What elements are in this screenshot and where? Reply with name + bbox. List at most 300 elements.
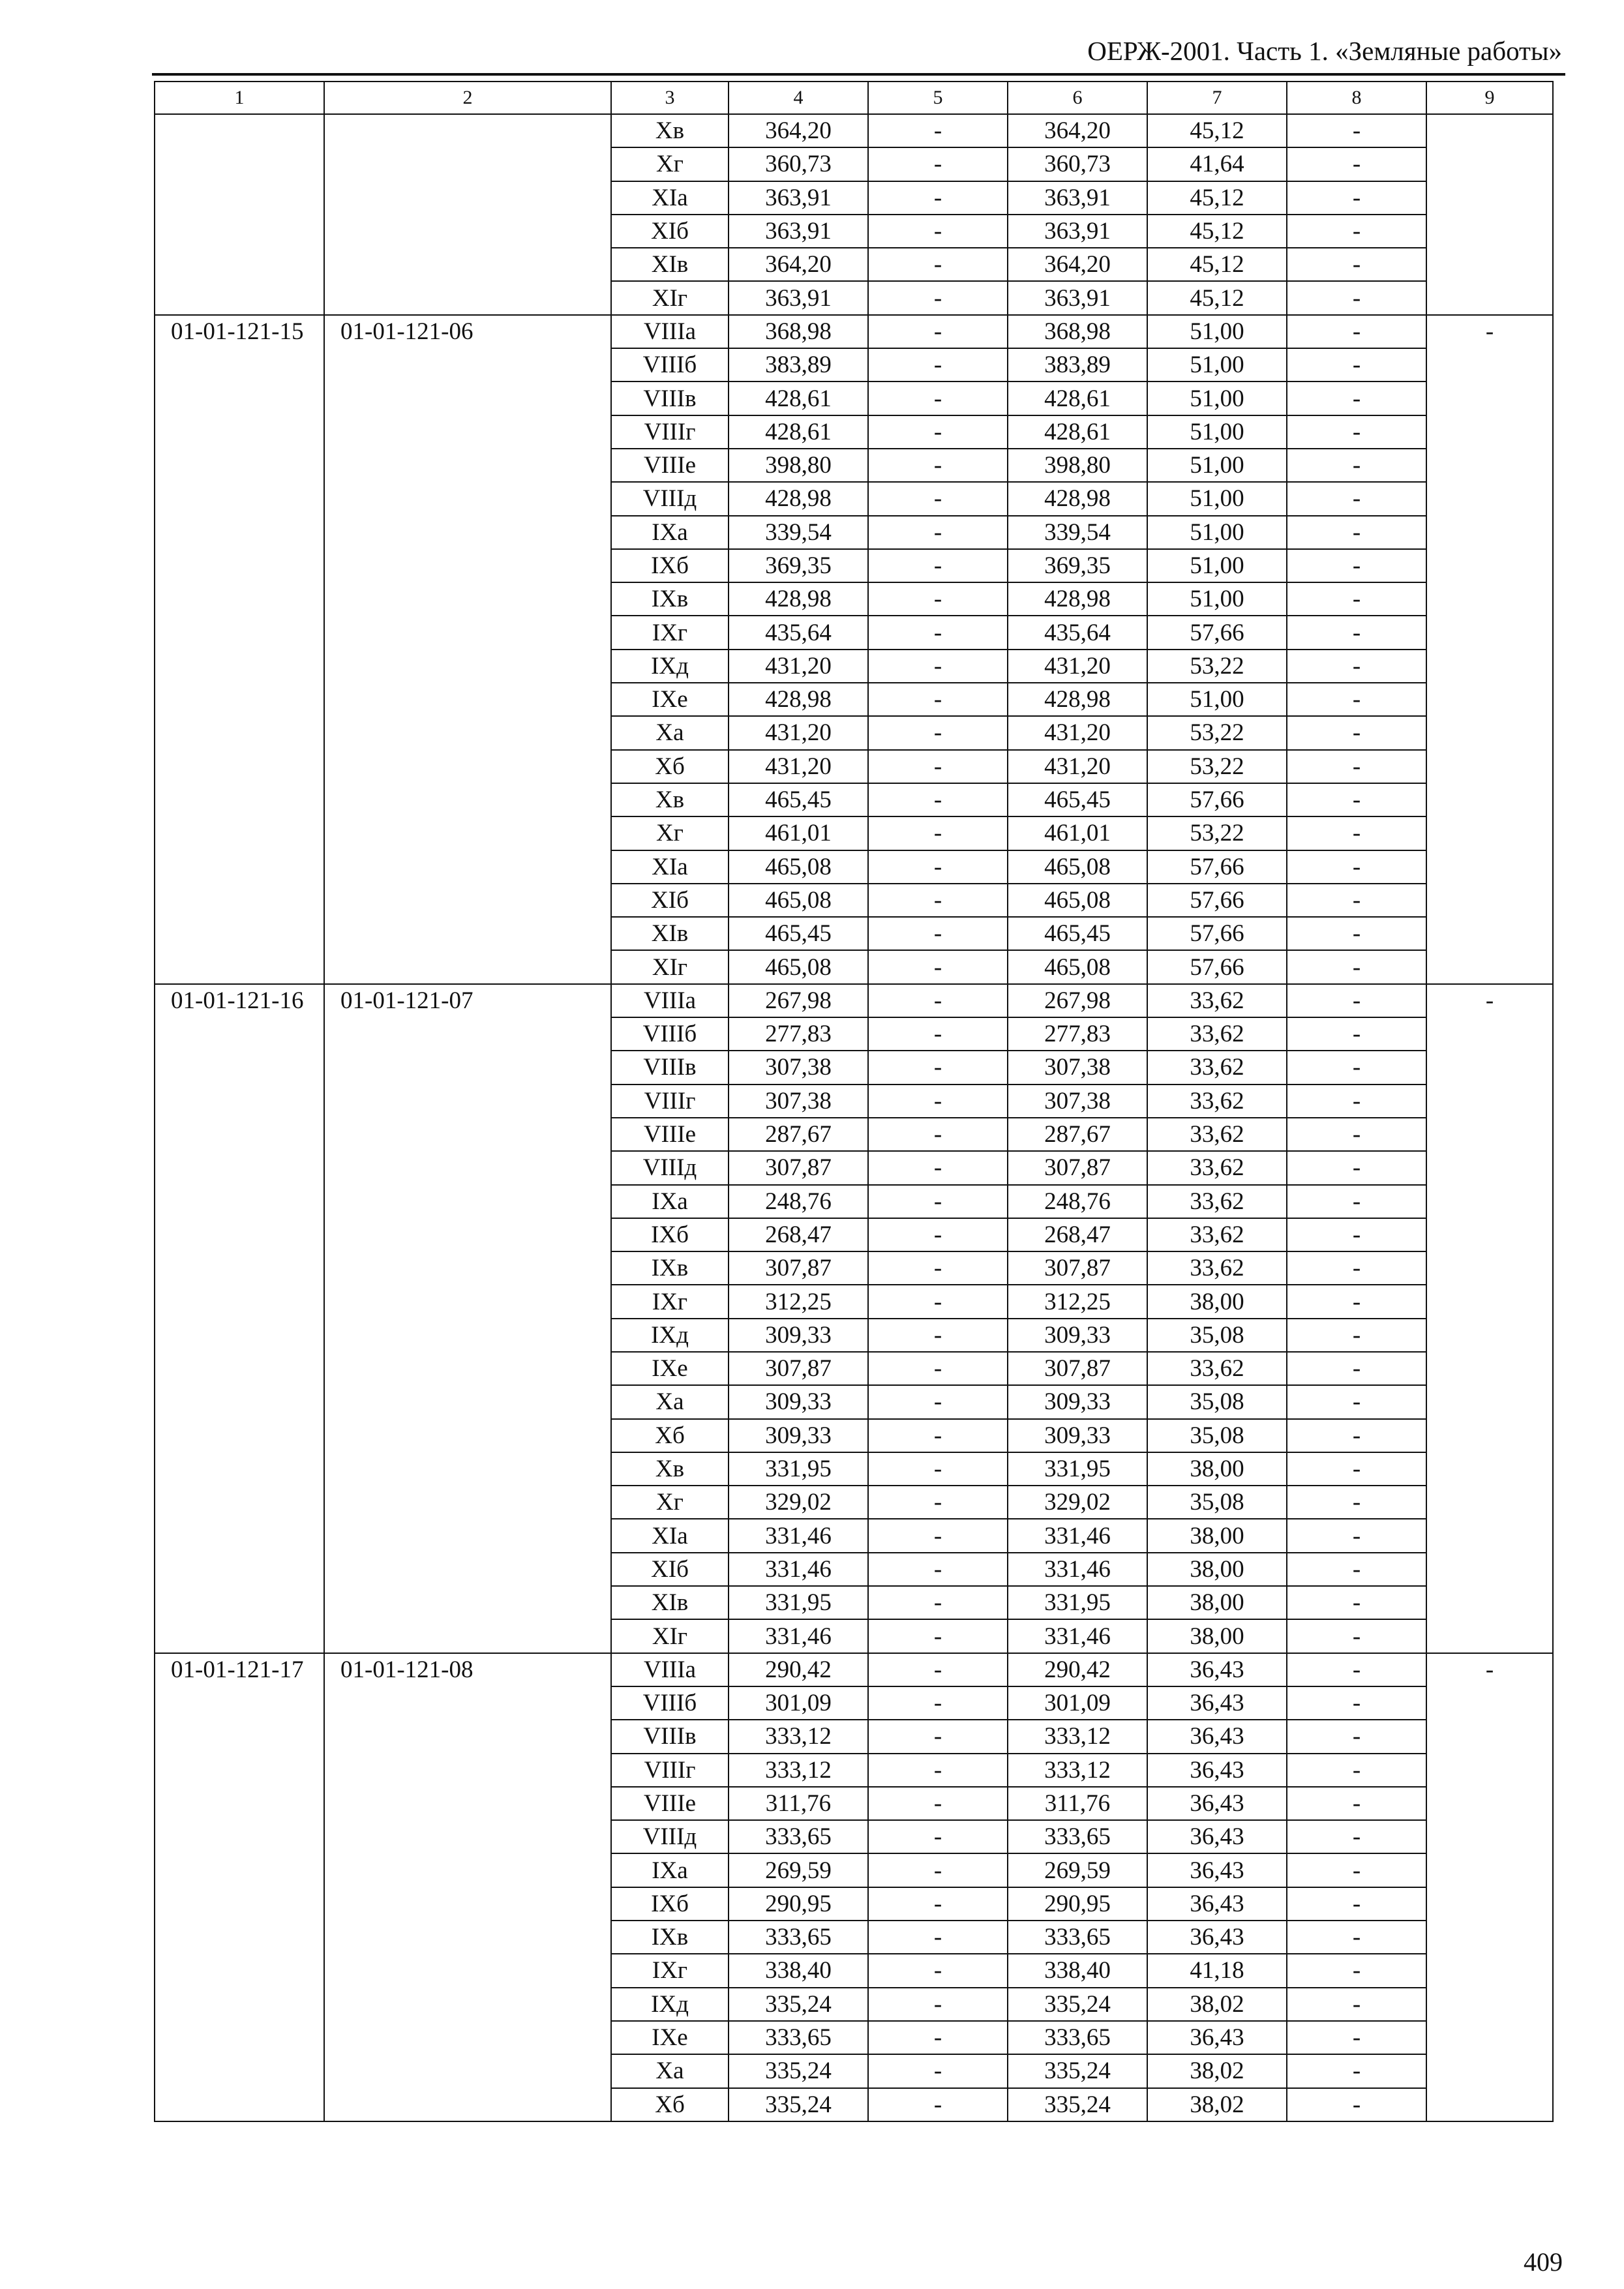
operator-wages-cell: 51,00 <box>1147 582 1287 616</box>
total-cost-cell: 398,80 <box>729 449 868 482</box>
price-table <box>154 81 1554 2122</box>
price-table-body <box>155 82 1553 2121</box>
wages-cell: - <box>868 1385 1008 1418</box>
wages-cell: - <box>868 850 1008 884</box>
total-cost-cell: 331,95 <box>729 1586 868 1619</box>
total-cost-cell: 363,91 <box>729 215 868 248</box>
soil-group-cell: Xб <box>611 2088 729 2121</box>
materials-cell: - <box>1287 1385 1426 1418</box>
materials-cell: - <box>1287 1887 1426 1921</box>
wages-cell: - <box>868 1988 1008 2021</box>
machine-cost-cell: 360,73 <box>1008 147 1147 181</box>
total-cost-cell: 307,38 <box>729 1051 868 1084</box>
column-number: 7 <box>1147 82 1287 114</box>
soil-group-cell: VIIIе <box>611 1787 729 1820</box>
total-cost-cell: 338,40 <box>729 1954 868 1987</box>
soil-group-cell: IXв <box>611 582 729 616</box>
table-row <box>155 984 1553 1017</box>
rate-code: 01-01-121-15 <box>155 315 324 984</box>
operator-wages-cell: 57,66 <box>1147 616 1287 649</box>
wages-cell: - <box>868 1921 1008 1954</box>
total-cost-cell: 312,25 <box>729 1285 868 1318</box>
materials-cell: - <box>1287 816 1426 850</box>
soil-group-cell: IXд <box>611 650 729 683</box>
soil-group-cell: Xг <box>611 147 729 181</box>
total-cost-cell: 465,08 <box>729 950 868 983</box>
materials-cell: - <box>1287 1586 1426 1619</box>
total-cost-cell: 331,46 <box>729 1619 868 1653</box>
wages-cell: - <box>868 382 1008 415</box>
operator-wages-cell: 33,62 <box>1147 1051 1287 1084</box>
table-row <box>155 1653 1553 1686</box>
column-number: 9 <box>1426 82 1553 114</box>
total-cost-cell: 428,98 <box>729 582 868 616</box>
operator-wages-cell: 38,02 <box>1147 2088 1287 2121</box>
wages-cell: - <box>868 1185 1008 1218</box>
soil-group-cell: Xг <box>611 1486 729 1519</box>
total-cost-cell: 428,61 <box>729 415 868 449</box>
materials-cell: - <box>1287 984 1426 1017</box>
wages-cell: - <box>868 1787 1008 1820</box>
total-cost-cell: 333,12 <box>729 1754 868 1787</box>
machine-cost-cell: 331,95 <box>1008 1586 1147 1619</box>
operator-wages-cell: 36,43 <box>1147 1720 1287 1753</box>
machine-cost-cell: 338,40 <box>1008 1954 1147 1987</box>
operator-wages-cell: 53,22 <box>1147 816 1287 850</box>
materials-cell: - <box>1287 1519 1426 1552</box>
machine-cost-cell: 269,59 <box>1008 1853 1147 1887</box>
operator-wages-cell: 51,00 <box>1147 382 1287 415</box>
total-cost-cell: 339,54 <box>729 516 868 549</box>
operator-wages-cell: 35,08 <box>1147 1319 1287 1352</box>
wages-cell: - <box>868 516 1008 549</box>
materials-cell: - <box>1287 415 1426 449</box>
wages-cell: - <box>868 449 1008 482</box>
machine-cost-cell: 331,46 <box>1008 1553 1147 1586</box>
machine-cost-cell: 465,08 <box>1008 850 1147 884</box>
materials-cell: - <box>1287 1553 1426 1586</box>
wages-cell: - <box>868 2021 1008 2054</box>
materials-cell: - <box>1287 1988 1426 2021</box>
materials-cell: - <box>1287 582 1426 616</box>
wages-cell: - <box>868 1017 1008 1051</box>
table-row <box>155 315 1553 348</box>
column-number: 3 <box>611 82 729 114</box>
total-cost-cell: 461,01 <box>729 816 868 850</box>
soil-group-cell: VIIIб <box>611 1017 729 1051</box>
machine-cost-cell: 309,33 <box>1008 1319 1147 1352</box>
column-number: 5 <box>868 82 1008 114</box>
materials-cell: - <box>1287 2021 1426 2054</box>
wages-cell: - <box>868 1653 1008 1686</box>
base-rate-code: 01-01-121-08 <box>324 1653 611 2121</box>
machine-cost-cell: 369,35 <box>1008 549 1147 582</box>
soil-group-cell: VIIIб <box>611 348 729 382</box>
operator-wages-cell: 51,00 <box>1147 415 1287 449</box>
operator-wages-cell: 53,22 <box>1147 650 1287 683</box>
wages-cell: - <box>868 1853 1008 1887</box>
machine-cost-cell: 268,47 <box>1008 1218 1147 1251</box>
column-number: 1 <box>155 82 324 114</box>
soil-group-cell: IXб <box>611 549 729 582</box>
total-cost-cell: 431,20 <box>729 750 868 783</box>
materials-cell: - <box>1287 1754 1426 1787</box>
wages-cell: - <box>868 750 1008 783</box>
machine-cost-cell: 301,09 <box>1008 1686 1147 1720</box>
col9-cell: - <box>1426 315 1553 984</box>
total-cost-cell: 335,24 <box>729 2054 868 2087</box>
machine-cost-cell: 364,20 <box>1008 114 1147 147</box>
wages-cell: - <box>868 415 1008 449</box>
wages-cell: - <box>868 248 1008 281</box>
machine-cost-cell: 331,95 <box>1008 1452 1147 1486</box>
total-cost-cell: 428,61 <box>729 382 868 415</box>
base-rate-code: 01-01-121-07 <box>324 984 611 1653</box>
total-cost-cell: 309,33 <box>729 1419 868 1452</box>
operator-wages-cell: 57,66 <box>1147 950 1287 983</box>
machine-cost-cell: 461,01 <box>1008 816 1147 850</box>
total-cost-cell: 287,67 <box>729 1118 868 1151</box>
machine-cost-cell: 368,98 <box>1008 315 1147 348</box>
total-cost-cell: 428,98 <box>729 683 868 716</box>
operator-wages-cell: 51,00 <box>1147 315 1287 348</box>
wages-cell: - <box>868 1887 1008 1921</box>
materials-cell: - <box>1287 114 1426 147</box>
total-cost-cell: 383,89 <box>729 348 868 382</box>
total-cost-cell: 465,08 <box>729 884 868 917</box>
soil-group-cell: XIа <box>611 181 729 215</box>
soil-group-cell: IXе <box>611 683 729 716</box>
operator-wages-cell: 51,00 <box>1147 482 1287 515</box>
document-header: ОЕРЖ-2001. Часть 1. «Земляные работы» <box>1087 36 1562 66</box>
total-cost-cell: 333,65 <box>729 1820 868 1853</box>
total-cost-cell: 333,12 <box>729 1720 868 1753</box>
soil-group-cell: IXа <box>611 1185 729 1218</box>
operator-wages-cell: 38,00 <box>1147 1586 1287 1619</box>
wages-cell: - <box>868 917 1008 950</box>
total-cost-cell: 301,09 <box>729 1686 868 1720</box>
total-cost-cell: 368,98 <box>729 315 868 348</box>
materials-cell: - <box>1287 1787 1426 1820</box>
machine-cost-cell: 248,76 <box>1008 1185 1147 1218</box>
soil-group-cell: IXв <box>611 1251 729 1285</box>
total-cost-cell: 465,08 <box>729 850 868 884</box>
soil-group-cell: XIб <box>611 1553 729 1586</box>
materials-cell: - <box>1287 382 1426 415</box>
total-cost-cell: 335,24 <box>729 1988 868 2021</box>
machine-cost-cell: 398,80 <box>1008 449 1147 482</box>
wages-cell: - <box>868 549 1008 582</box>
machine-cost-cell: 335,24 <box>1008 2088 1147 2121</box>
soil-group-cell: XIа <box>611 1519 729 1552</box>
total-cost-cell: 307,87 <box>729 1251 868 1285</box>
soil-group-cell: Xв <box>611 114 729 147</box>
col9-cell <box>1426 114 1553 315</box>
wages-cell: - <box>868 984 1008 1017</box>
materials-cell: - <box>1287 750 1426 783</box>
soil-group-cell: Xв <box>611 1452 729 1486</box>
total-cost-cell: 465,45 <box>729 917 868 950</box>
wages-cell: - <box>868 716 1008 749</box>
total-cost-cell: 331,95 <box>729 1452 868 1486</box>
operator-wages-cell: 51,00 <box>1147 516 1287 549</box>
machine-cost-cell: 307,38 <box>1008 1051 1147 1084</box>
column-number: 8 <box>1287 82 1426 114</box>
soil-group-cell: XIа <box>611 850 729 884</box>
column-number: 4 <box>729 82 868 114</box>
machine-cost-cell: 431,20 <box>1008 716 1147 749</box>
rate-code: 01-01-121-17 <box>155 1653 324 2121</box>
soil-group-cell: VIIIа <box>611 1653 729 1686</box>
soil-group-cell: VIIIа <box>611 315 729 348</box>
soil-group-cell: IXд <box>611 1988 729 2021</box>
wages-cell: - <box>868 1118 1008 1151</box>
soil-group-cell: Xа <box>611 1385 729 1418</box>
wages-cell: - <box>868 1553 1008 1586</box>
machine-cost-cell: 307,87 <box>1008 1151 1147 1184</box>
operator-wages-cell: 38,00 <box>1147 1619 1287 1653</box>
total-cost-cell: 290,95 <box>729 1887 868 1921</box>
operator-wages-cell: 36,43 <box>1147 1921 1287 1954</box>
operator-wages-cell: 33,62 <box>1147 1085 1287 1118</box>
operator-wages-cell: 53,22 <box>1147 716 1287 749</box>
soil-group-cell: Xб <box>611 1419 729 1452</box>
wages-cell: - <box>868 816 1008 850</box>
wages-cell: - <box>868 1452 1008 1486</box>
soil-group-cell: IXв <box>611 1921 729 1954</box>
wages-cell: - <box>868 1820 1008 1853</box>
machine-cost-cell: 335,24 <box>1008 2054 1147 2087</box>
materials-cell: - <box>1287 1251 1426 1285</box>
soil-group-cell: IXе <box>611 1352 729 1385</box>
wages-cell: - <box>868 1352 1008 1385</box>
machine-cost-cell: 331,46 <box>1008 1619 1147 1653</box>
operator-wages-cell: 45,12 <box>1147 248 1287 281</box>
machine-cost-cell: 331,46 <box>1008 1519 1147 1552</box>
materials-cell: - <box>1287 1653 1426 1686</box>
soil-group-cell: XIб <box>611 884 729 917</box>
materials-cell: - <box>1287 348 1426 382</box>
soil-group-cell: VIIIд <box>611 482 729 515</box>
materials-cell: - <box>1287 281 1426 314</box>
operator-wages-cell: 57,66 <box>1147 884 1287 917</box>
wages-cell: - <box>868 114 1008 147</box>
materials-cell: - <box>1287 1085 1426 1118</box>
materials-cell: - <box>1287 1452 1426 1486</box>
operator-wages-cell: 33,62 <box>1147 1251 1287 1285</box>
materials-cell: - <box>1287 917 1426 950</box>
machine-cost-cell: 333,12 <box>1008 1754 1147 1787</box>
machine-cost-cell: 329,02 <box>1008 1486 1147 1519</box>
operator-wages-cell: 33,62 <box>1147 1352 1287 1385</box>
wages-cell: - <box>868 482 1008 515</box>
materials-cell: - <box>1287 1285 1426 1318</box>
machine-cost-cell: 290,95 <box>1008 1887 1147 1921</box>
operator-wages-cell: 41,18 <box>1147 1954 1287 1987</box>
soil-group-cell: IXг <box>611 1285 729 1318</box>
soil-group-cell: IXб <box>611 1218 729 1251</box>
machine-cost-cell: 363,91 <box>1008 281 1147 314</box>
wages-cell: - <box>868 281 1008 314</box>
base-rate-code <box>324 114 611 315</box>
operator-wages-cell: 35,08 <box>1147 1419 1287 1452</box>
total-cost-cell: 431,20 <box>729 650 868 683</box>
total-cost-cell: 307,38 <box>729 1085 868 1118</box>
machine-cost-cell: 428,98 <box>1008 683 1147 716</box>
wages-cell: - <box>868 181 1008 215</box>
materials-cell: - <box>1287 1017 1426 1051</box>
materials-cell: - <box>1287 1720 1426 1753</box>
machine-cost-cell: 339,54 <box>1008 516 1147 549</box>
materials-cell: - <box>1287 215 1426 248</box>
materials-cell: - <box>1287 1486 1426 1519</box>
rate-code <box>155 114 324 315</box>
machine-cost-cell: 465,45 <box>1008 783 1147 816</box>
materials-cell: - <box>1287 884 1426 917</box>
materials-cell: - <box>1287 616 1426 649</box>
operator-wages-cell: 45,12 <box>1147 215 1287 248</box>
machine-cost-cell: 465,08 <box>1008 950 1147 983</box>
operator-wages-cell: 45,12 <box>1147 181 1287 215</box>
total-cost-cell: 277,83 <box>729 1017 868 1051</box>
materials-cell: - <box>1287 1185 1426 1218</box>
machine-cost-cell: 277,83 <box>1008 1017 1147 1051</box>
total-cost-cell: 363,91 <box>729 181 868 215</box>
soil-group-cell: Xа <box>611 2054 729 2087</box>
total-cost-cell: 333,65 <box>729 1921 868 1954</box>
operator-wages-cell: 45,12 <box>1147 281 1287 314</box>
wages-cell: - <box>868 683 1008 716</box>
soil-group-cell: IXб <box>611 1887 729 1921</box>
soil-group-cell: Xа <box>611 716 729 749</box>
wages-cell: - <box>868 1419 1008 1452</box>
total-cost-cell: 364,20 <box>729 248 868 281</box>
operator-wages-cell: 35,08 <box>1147 1385 1287 1418</box>
col9-cell: - <box>1426 1653 1553 2121</box>
machine-cost-cell: 431,20 <box>1008 650 1147 683</box>
operator-wages-cell: 51,00 <box>1147 549 1287 582</box>
materials-cell: - <box>1287 783 1426 816</box>
soil-group-cell: VIIIд <box>611 1820 729 1853</box>
total-cost-cell: 428,98 <box>729 482 868 515</box>
wages-cell: - <box>868 1251 1008 1285</box>
soil-group-cell: Xв <box>611 783 729 816</box>
machine-cost-cell: 333,65 <box>1008 1820 1147 1853</box>
machine-cost-cell: 307,38 <box>1008 1085 1147 1118</box>
wages-cell: - <box>868 650 1008 683</box>
materials-cell: - <box>1287 516 1426 549</box>
materials-cell: - <box>1287 549 1426 582</box>
materials-cell: - <box>1287 1820 1426 1853</box>
materials-cell: - <box>1287 1686 1426 1720</box>
soil-group-cell: IXа <box>611 516 729 549</box>
operator-wages-cell: 35,08 <box>1147 1486 1287 1519</box>
materials-cell: - <box>1287 1118 1426 1151</box>
price-table-container <box>154 81 1554 2122</box>
soil-group-cell: VIIIг <box>611 415 729 449</box>
soil-group-cell: XIв <box>611 248 729 281</box>
operator-wages-cell: 38,02 <box>1147 2054 1287 2087</box>
soil-group-cell: XIг <box>611 1619 729 1653</box>
operator-wages-cell: 51,00 <box>1147 683 1287 716</box>
machine-cost-cell: 435,64 <box>1008 616 1147 649</box>
operator-wages-cell: 38,00 <box>1147 1285 1287 1318</box>
materials-cell: - <box>1287 1853 1426 1887</box>
operator-wages-cell: 36,43 <box>1147 1754 1287 1787</box>
materials-cell: - <box>1287 248 1426 281</box>
materials-cell: - <box>1287 449 1426 482</box>
operator-wages-cell: 51,00 <box>1147 449 1287 482</box>
operator-wages-cell: 38,00 <box>1147 1519 1287 1552</box>
soil-group-cell: VIIIе <box>611 1118 729 1151</box>
total-cost-cell: 331,46 <box>729 1519 868 1552</box>
wages-cell: - <box>868 1586 1008 1619</box>
materials-cell: - <box>1287 1352 1426 1385</box>
soil-group-cell: XIг <box>611 950 729 983</box>
machine-cost-cell: 307,87 <box>1008 1352 1147 1385</box>
table-row <box>155 114 1553 147</box>
materials-cell: - <box>1287 2054 1426 2087</box>
wages-cell: - <box>868 1319 1008 1352</box>
machine-cost-cell: 307,87 <box>1008 1251 1147 1285</box>
soil-group-cell: Xб <box>611 750 729 783</box>
total-cost-cell: 290,42 <box>729 1653 868 1686</box>
machine-cost-cell: 363,91 <box>1008 181 1147 215</box>
soil-group-cell: IXа <box>611 1853 729 1887</box>
machine-cost-cell: 311,76 <box>1008 1787 1147 1820</box>
base-rate-code: 01-01-121-06 <box>324 315 611 984</box>
operator-wages-cell: 57,66 <box>1147 783 1287 816</box>
total-cost-cell: 435,64 <box>729 616 868 649</box>
machine-cost-cell: 465,08 <box>1008 884 1147 917</box>
wages-cell: - <box>868 783 1008 816</box>
wages-cell: - <box>868 1754 1008 1787</box>
machine-cost-cell: 309,33 <box>1008 1419 1147 1452</box>
materials-cell: - <box>1287 2088 1426 2121</box>
soil-group-cell: VIIIб <box>611 1686 729 1720</box>
materials-cell: - <box>1287 1151 1426 1184</box>
wages-cell: - <box>868 1686 1008 1720</box>
soil-group-cell: VIIIа <box>611 984 729 1017</box>
total-cost-cell: 363,91 <box>729 281 868 314</box>
wages-cell: - <box>868 2054 1008 2087</box>
wages-cell: - <box>868 147 1008 181</box>
machine-cost-cell: 364,20 <box>1008 248 1147 281</box>
rate-code: 01-01-121-16 <box>155 984 324 1653</box>
operator-wages-cell: 57,66 <box>1147 850 1287 884</box>
materials-cell: - <box>1287 683 1426 716</box>
machine-cost-cell: 287,67 <box>1008 1118 1147 1151</box>
soil-group-cell: XIг <box>611 281 729 314</box>
wages-cell: - <box>868 616 1008 649</box>
wages-cell: - <box>868 1085 1008 1118</box>
materials-cell: - <box>1287 850 1426 884</box>
operator-wages-cell: 57,66 <box>1147 917 1287 950</box>
machine-cost-cell: 333,65 <box>1008 1921 1147 1954</box>
total-cost-cell: 331,46 <box>729 1553 868 1586</box>
operator-wages-cell: 36,43 <box>1147 1887 1287 1921</box>
materials-cell: - <box>1287 1051 1426 1084</box>
header-rule <box>152 73 1565 76</box>
machine-cost-cell: 428,98 <box>1008 482 1147 515</box>
wages-cell: - <box>868 1720 1008 1753</box>
total-cost-cell: 364,20 <box>729 114 868 147</box>
total-cost-cell: 309,33 <box>729 1385 868 1418</box>
materials-cell: - <box>1287 716 1426 749</box>
soil-group-cell: IXг <box>611 1954 729 1987</box>
wages-cell: - <box>868 884 1008 917</box>
soil-group-cell: IXе <box>611 2021 729 2054</box>
